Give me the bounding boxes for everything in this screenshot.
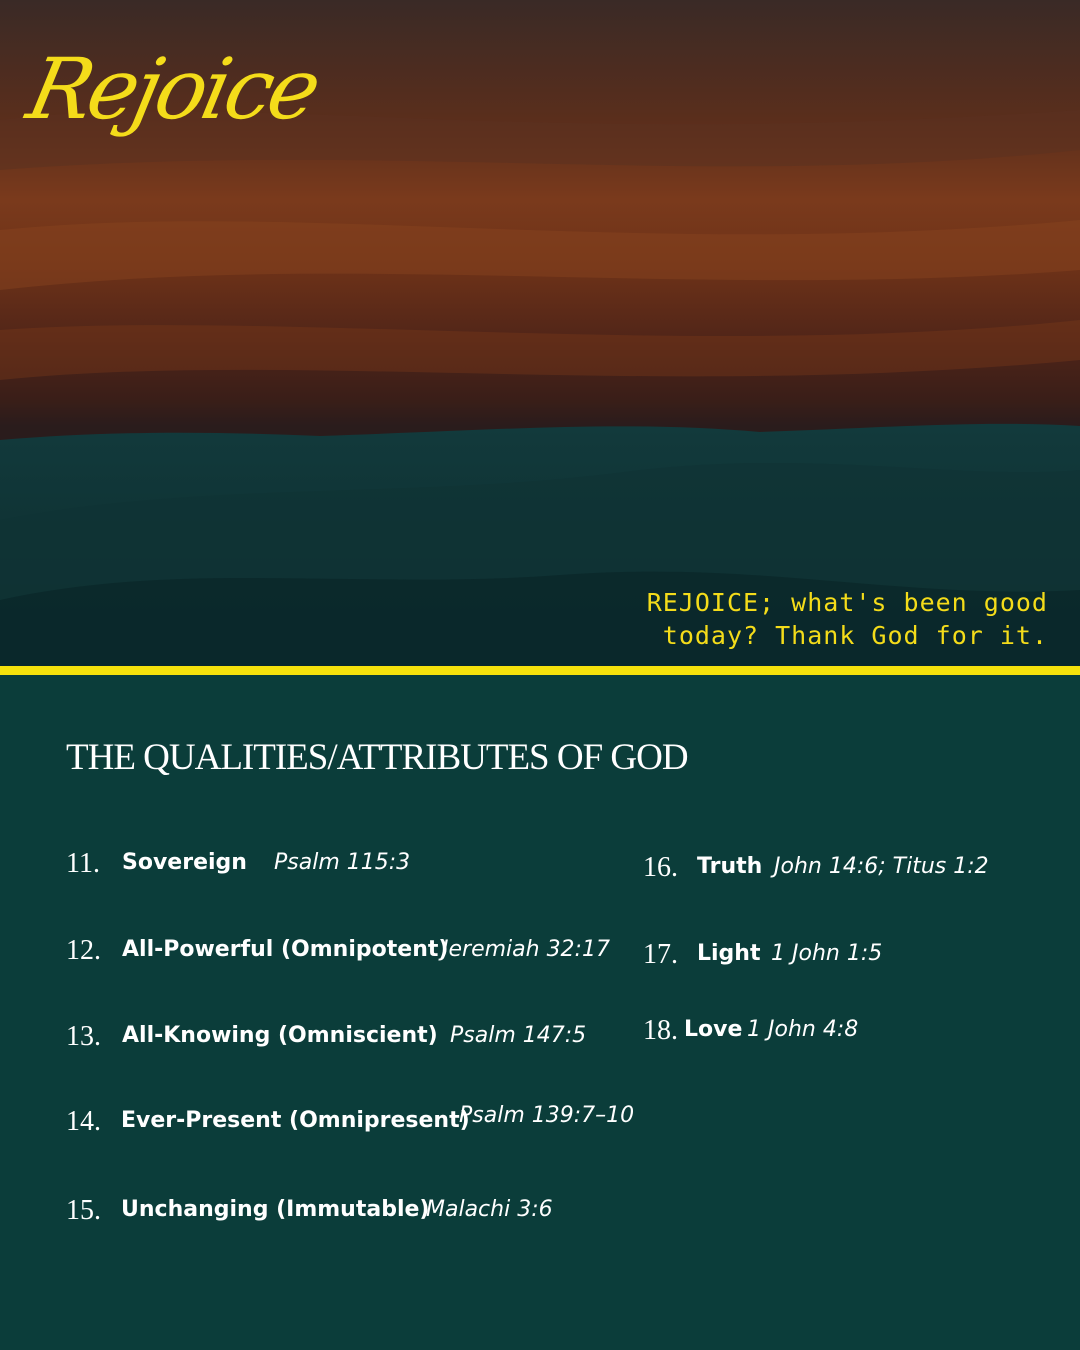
item-name: Light (697, 941, 761, 966)
item-reference: Malachi 3:6 (426, 1197, 553, 1222)
item-number: 12. (66, 935, 101, 966)
item-name: Sovereign (122, 850, 247, 875)
item-number: 17. (643, 939, 678, 970)
yellow-divider (0, 666, 1080, 675)
item-name: All-Knowing (Omniscient) (122, 1023, 438, 1048)
item-number: 16. (643, 852, 678, 883)
item-number: 18. (643, 1015, 678, 1046)
item-name: Love (684, 1017, 743, 1042)
item-reference: John 14:6; Titus 1:2 (774, 854, 989, 879)
item-number: 15. (66, 1195, 101, 1226)
item-number: 13. (66, 1021, 101, 1052)
item-name: All-Powerful (Omnipotent) (122, 937, 449, 962)
item-reference: Jeremiah 32:17 (442, 937, 610, 962)
item-reference: Psalm 147:5 (450, 1023, 587, 1048)
item-reference: Psalm 115:3 (274, 850, 411, 875)
item-reference: 1 John 4:8 (747, 1017, 859, 1042)
tagline-line-2: today? Thank God for it. (662, 621, 1048, 650)
rejoice-logo: Rejoice (19, 40, 326, 138)
tagline (488, 586, 1048, 652)
item-name: Ever-Present (Omnipresent) (121, 1108, 470, 1133)
item-number: 14. (66, 1106, 101, 1137)
item-reference: Psalm 139:7–10 (459, 1103, 635, 1128)
section-title: THE QUALITIES/ATTRIBUTES OF GOD (66, 737, 688, 778)
item-name: Unchanging (Immutable) (121, 1197, 430, 1222)
item-reference: 1 John 1:5 (771, 941, 883, 966)
hero-photo (0, 0, 1080, 666)
item-number: 11. (66, 848, 100, 879)
tagline-line-1: REJOICE; what's been good (646, 588, 1048, 617)
item-name: Truth (697, 854, 763, 879)
